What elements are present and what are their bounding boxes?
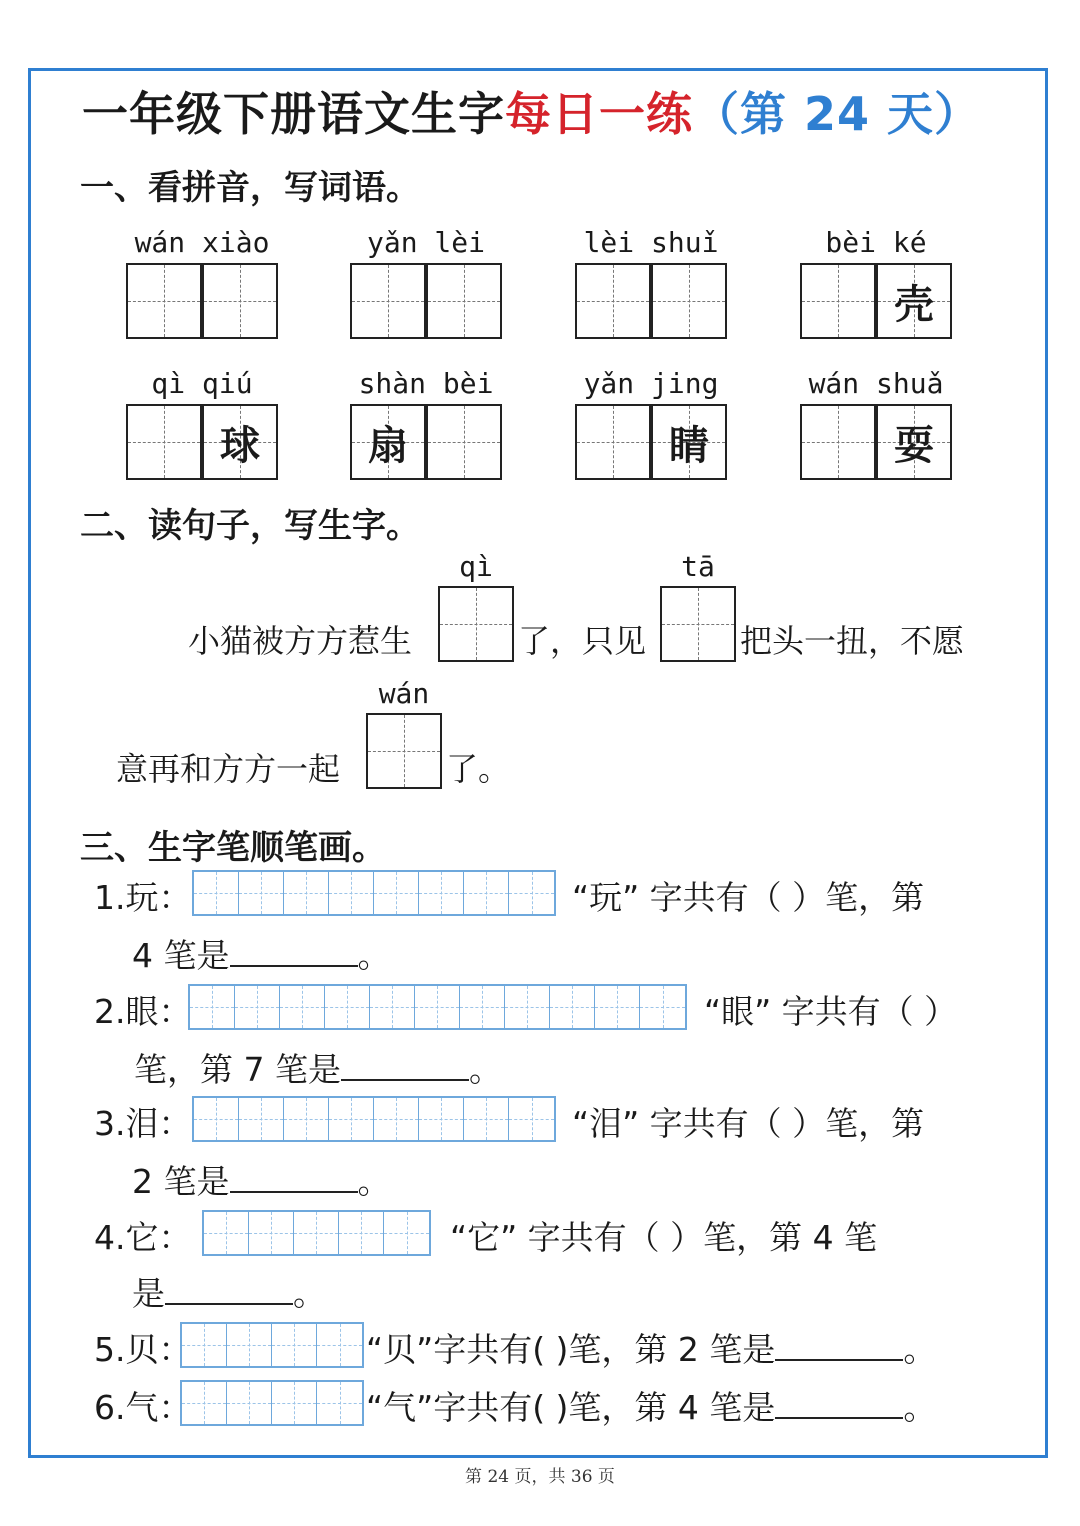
word-pinyin: lèi shuǐ: [583, 226, 719, 259]
stroke-cell[interactable]: [272, 1382, 317, 1424]
stroke-cell[interactable]: [339, 1212, 384, 1254]
sentence-part-2: 了，只见: [518, 622, 647, 660]
stroke-order-grid: [180, 1322, 364, 1368]
stroke-cell[interactable]: [194, 872, 239, 914]
writing-box[interactable]: [876, 263, 952, 339]
given-character: 睛: [669, 421, 709, 469]
answer-blank[interactable]: [775, 1387, 903, 1419]
writing-box[interactable]: [202, 263, 278, 339]
stroke-cell[interactable]: [284, 1098, 329, 1140]
stroke-item-label: 1.玩：: [94, 878, 192, 917]
pinyin-ta: tā: [681, 550, 715, 583]
stroke-question-continued: [132, 930, 391, 977]
writing-box[interactable]: [350, 404, 426, 480]
writing-box[interactable]: [876, 404, 952, 480]
given-character: [352, 265, 424, 337]
given-character: [204, 265, 276, 337]
stroke-cell[interactable]: [194, 1098, 239, 1140]
title-day: （第 24 天）: [693, 87, 982, 141]
writing-box[interactable]: [651, 263, 727, 339]
continued-text: 4 笔是: [132, 936, 230, 975]
word-pinyin: qì qiú: [151, 367, 253, 400]
word-pinyin: wán xiào: [134, 226, 270, 259]
stroke-cell[interactable]: [284, 872, 329, 914]
stroke-cell[interactable]: [182, 1324, 227, 1366]
stroke-cell[interactable]: [419, 872, 464, 914]
stroke-cell[interactable]: [464, 1098, 509, 1140]
sentence-end: 。: [357, 1162, 391, 1201]
stroke-cell[interactable]: [419, 1098, 464, 1140]
given-character: [128, 265, 200, 337]
given-character: [428, 265, 500, 337]
sentence-part-4: 意再和方方一起: [116, 750, 341, 788]
stroke-cell[interactable]: [329, 1098, 374, 1140]
stroke-cell[interactable]: [317, 1324, 362, 1366]
sentence-part-3: 把头一扭，不愿: [740, 622, 965, 660]
given-character: [653, 265, 725, 337]
answer-box-ta[interactable]: [660, 586, 736, 662]
writing-box[interactable]: [202, 404, 278, 480]
question-text: “玩” 字共有（ ）笔，第: [572, 878, 925, 917]
word-pinyin: yǎn lèi: [366, 226, 485, 259]
writing-box[interactable]: [800, 404, 876, 480]
writing-box[interactable]: [575, 263, 651, 339]
question-text: “贝”字共有( )笔，第 2 笔是: [366, 1330, 776, 1369]
given-character: [577, 406, 649, 478]
word-pinyin: yǎn jing: [583, 367, 719, 400]
answer-box-wan[interactable]: [366, 713, 442, 789]
stroke-cell[interactable]: [370, 986, 415, 1028]
sentence-end: 。: [903, 1330, 937, 1369]
question-text: “眼” 字共有（ ）: [704, 992, 958, 1031]
stroke-cell[interactable]: [325, 986, 370, 1028]
stroke-cell[interactable]: [249, 1212, 294, 1254]
pinyin-wan: wán: [378, 677, 430, 710]
stroke-cell[interactable]: [182, 1382, 227, 1424]
stroke-item-label: 4.它：: [94, 1218, 192, 1257]
given-character: 耍: [894, 421, 934, 469]
sentence-end: 。: [903, 1388, 937, 1427]
sentence-end: 。: [293, 1274, 326, 1313]
stroke-item-label: 3.泪：: [94, 1104, 192, 1143]
stroke-order-grid: [202, 1210, 431, 1256]
stroke-item-label: 2.眼：: [94, 992, 192, 1031]
given-character: [428, 406, 500, 478]
writing-box[interactable]: [575, 404, 651, 480]
stroke-order-grid: [192, 870, 556, 916]
writing-box[interactable]: [126, 404, 202, 480]
writing-box[interactable]: [800, 263, 876, 339]
stroke-cell[interactable]: [460, 986, 505, 1028]
title-highlight: 每日一练: [505, 87, 693, 141]
stroke-cell[interactable]: [415, 986, 460, 1028]
stroke-order-grid: [192, 1096, 556, 1142]
stroke-cell[interactable]: [239, 1098, 284, 1140]
answer-blank[interactable]: [165, 1273, 293, 1305]
answer-box-qi[interactable]: [438, 586, 514, 662]
stroke-question: [572, 872, 924, 919]
word-pinyin: bèi ké: [825, 226, 927, 259]
question-text: “泪” 字共有（ ）笔，第: [572, 1104, 925, 1143]
section3-heading: 三、生字笔顺笔画。: [80, 828, 386, 868]
stroke-cell[interactable]: [550, 986, 595, 1028]
given-character: 球: [220, 421, 260, 469]
stroke-cell[interactable]: [204, 1212, 249, 1254]
stroke-question: [704, 986, 957, 1033]
stroke-cell[interactable]: [595, 986, 640, 1028]
given-character: 扇: [368, 421, 408, 469]
stroke-cell[interactable]: [317, 1382, 362, 1424]
answer-blank[interactable]: [230, 935, 358, 967]
section2-heading: 二、读句子，写生字。: [80, 506, 420, 546]
question-text: “气”字共有( )笔，第 4 笔是: [366, 1388, 776, 1427]
word-pinyin: wán shuǎ: [808, 367, 944, 400]
page-title: [82, 78, 981, 144]
continued-text: 笔，第 7 笔是: [134, 1050, 341, 1089]
writing-box[interactable]: [426, 263, 502, 339]
stroke-cell[interactable]: [235, 986, 280, 1028]
stroke-cell[interactable]: [329, 872, 374, 914]
stroke-cell[interactable]: [227, 1382, 272, 1424]
answer-blank[interactable]: [230, 1161, 358, 1193]
title-main: 一年级下册语文生字: [82, 87, 505, 141]
given-character: [802, 265, 874, 337]
given-character: 壳: [894, 280, 934, 328]
stroke-cell[interactable]: [464, 872, 509, 914]
sentence-part-1: 小猫被方方惹生: [188, 622, 413, 660]
writing-box[interactable]: [426, 404, 502, 480]
stroke-question: [450, 1212, 877, 1259]
given-character: [128, 406, 200, 478]
stroke-cell[interactable]: [374, 1098, 419, 1140]
stroke-question: [366, 1324, 936, 1371]
stroke-cell[interactable]: [384, 1212, 429, 1254]
sentence-part-5: 了。: [446, 750, 511, 788]
word-pinyin: shàn bèi: [358, 367, 494, 400]
sentence-end: 。: [468, 1050, 502, 1089]
section1-heading: 一、看拼音，写词语。: [80, 168, 420, 208]
answer-blank[interactable]: [341, 1049, 469, 1081]
continued-text: 是: [132, 1274, 165, 1313]
stroke-cell[interactable]: [509, 1098, 554, 1140]
page-footer: 第 24 页，共 36 页: [465, 1467, 615, 1487]
stroke-cell[interactable]: [374, 872, 419, 914]
stroke-cell[interactable]: [640, 986, 685, 1028]
continued-text: 2 笔是: [132, 1162, 230, 1201]
stroke-cell[interactable]: [227, 1324, 272, 1366]
given-character: [802, 406, 874, 478]
stroke-cell[interactable]: [280, 986, 325, 1028]
stroke-cell[interactable]: [239, 872, 284, 914]
stroke-cell[interactable]: [294, 1212, 339, 1254]
answer-blank[interactable]: [775, 1329, 903, 1361]
stroke-item-label: 5.贝：: [94, 1330, 192, 1369]
stroke-cell[interactable]: [505, 986, 550, 1028]
given-character: [577, 265, 649, 337]
writing-box[interactable]: [350, 263, 426, 339]
stroke-question: [572, 1098, 924, 1145]
stroke-cell[interactable]: [509, 872, 554, 914]
stroke-item-label: 6.气：: [94, 1388, 192, 1427]
stroke-cell[interactable]: [272, 1324, 317, 1366]
question-text: “它” 字共有（ ）笔，第 4 笔: [450, 1218, 878, 1257]
stroke-question-continued: [132, 1268, 326, 1315]
stroke-question: [366, 1382, 936, 1429]
stroke-order-grid: [180, 1380, 364, 1426]
writing-box[interactable]: [651, 404, 727, 480]
stroke-cell[interactable]: [190, 986, 235, 1028]
stroke-order-grid: [188, 984, 687, 1030]
stroke-question-continued: [134, 1044, 502, 1091]
stroke-question-continued: [132, 1156, 391, 1203]
pinyin-qi: qì: [459, 550, 493, 583]
writing-box[interactable]: [126, 263, 202, 339]
sentence-end: 。: [357, 936, 391, 975]
